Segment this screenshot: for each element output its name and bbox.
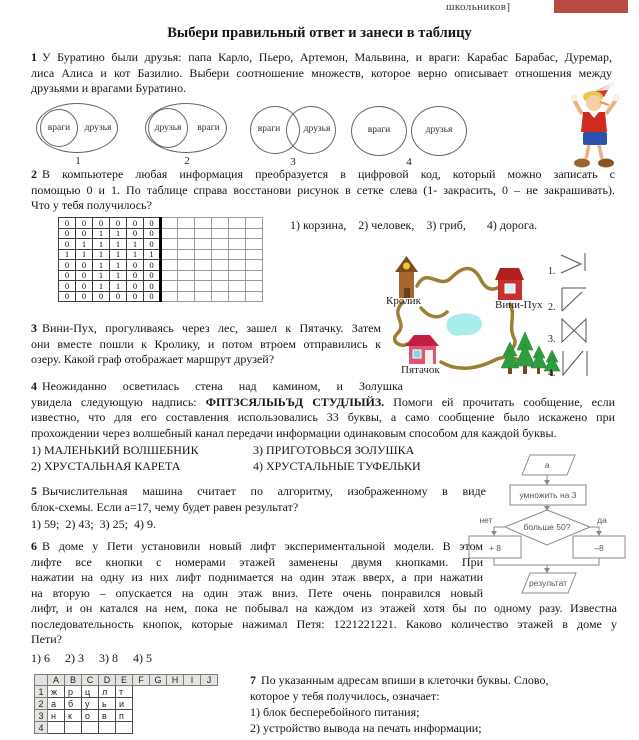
code-grid-cell: 0 xyxy=(76,218,93,229)
drawing-grid-cell xyxy=(161,260,178,271)
q6-line-2: лифте все кнопки с номерами этажей заменены двумя кнопками. При xyxy=(31,554,483,569)
drawing-grid-cell xyxy=(195,218,212,229)
drawing-grid-cell xyxy=(161,249,178,260)
graph-option-4-number: 4. xyxy=(548,368,556,379)
drawing-grid-cell xyxy=(195,270,212,281)
q4-option-4: 4) ХРУСТАЛЬНЫЕ ТУФЕЛЬКИ xyxy=(253,458,421,473)
drawing-grid-cell xyxy=(246,260,263,271)
drawing-grid-cell xyxy=(178,239,195,250)
drawing-grid-cell xyxy=(246,228,263,239)
map-label-rabbit: Кролик xyxy=(386,295,421,307)
graph-option-2 xyxy=(548,285,589,313)
spreadsheet-cell: т xyxy=(116,686,133,698)
drawing-grid-cell xyxy=(229,228,246,239)
flowchart-condition: больше 50? xyxy=(523,522,571,532)
graph-option-4 xyxy=(548,349,589,379)
code-grid-cell: 0 xyxy=(59,281,76,292)
question-6-number: 6 xyxy=(31,539,37,553)
q5-line-2: блок-схемы. Если а=17, чему будет равен результат? xyxy=(31,499,299,514)
venn2-outer-label: враги xyxy=(197,123,220,133)
drawing-grid-cell xyxy=(212,218,229,229)
q3-line-1: Вини-Пух, прогуливаясь через лес, зашел к Пятачку. Затем xyxy=(42,321,381,335)
q7-line-1: По указанным адресам впиши в клеточки буквы. Слово, xyxy=(261,673,549,687)
code-grid-cell: 1 xyxy=(93,228,110,239)
graph-option-1-number: 1. xyxy=(548,266,556,277)
spreadsheet-row-number: 4 xyxy=(35,722,48,734)
spreadsheet-row-number: 1 xyxy=(35,686,48,698)
question-2-options: 1) корзина, 2) человек, 3) гриб, 4) дорога. xyxy=(290,218,538,232)
binary-code-grid xyxy=(58,217,263,302)
drawing-grid-cell xyxy=(195,291,212,302)
drawing-grid-cell xyxy=(195,228,212,239)
drawing-grid-cell xyxy=(178,291,195,302)
spreadsheet-column-header xyxy=(35,675,48,686)
question-6-text xyxy=(31,539,617,648)
spreadsheet-row xyxy=(35,698,218,710)
code-grid-cell: 0 xyxy=(59,218,76,229)
flowchart-yes-action: –8 xyxy=(594,543,604,553)
venn-diagram-4 xyxy=(351,104,467,170)
q6-line-7: Пети? xyxy=(31,632,62,646)
q6-line-6: последовательность кнопок, которые нажимал Петя: 1221221221. Каково количество этажей в доме у xyxy=(31,616,617,631)
venn1-outer-label: друзья xyxy=(84,123,112,133)
question-7-number: 7 xyxy=(250,673,256,687)
spreadsheet-column-header: A xyxy=(48,675,65,686)
spreadsheet-row xyxy=(35,722,218,734)
code-grid-cell: 0 xyxy=(110,218,127,229)
code-grid-cell: 1 xyxy=(76,239,93,250)
venn1-number: 1 xyxy=(75,155,81,167)
spreadsheet-column-header: E xyxy=(116,675,133,686)
winnie-house xyxy=(495,268,524,300)
spreadsheet-cell: о xyxy=(82,710,99,722)
question-5-options: 1) 59; 2) 43; 3) 25; 4) 9. xyxy=(31,517,156,531)
drawing-grid-cell xyxy=(195,239,212,250)
q3-line-3: озеру. Какой граф отображает маршрут друзей? xyxy=(31,352,275,366)
code-grid-cell: 1 xyxy=(93,249,110,260)
drawing-grid-cell xyxy=(161,228,178,239)
spreadsheet-column-header: B xyxy=(65,675,82,686)
drawing-grid-cell xyxy=(161,270,178,281)
graph-option-3-number: 3. xyxy=(548,334,556,345)
buratino-illustration xyxy=(566,80,624,170)
code-grid-cell: 0 xyxy=(76,281,93,292)
question-7-text xyxy=(250,672,632,736)
drawing-grid-cell xyxy=(246,270,263,281)
graph-option-2-figure xyxy=(559,285,589,313)
spreadsheet-cell xyxy=(99,722,116,734)
spreadsheet-cell xyxy=(65,722,82,734)
q4-line-3: известно, что для его составления использовались 33 буквы, а само сообщение было искажено при xyxy=(31,410,615,424)
q7-option-2: 2) устройство вывода на печать информации; xyxy=(250,721,482,735)
map-label-piglet: Пятачок xyxy=(401,364,440,376)
code-grid-cell: 0 xyxy=(59,239,76,250)
q1-line-2: лиса Алиса и кот Базилио. Выбери соотношение множеств, которое верно описывает отношения между xyxy=(31,65,612,80)
q4-line-2-pre: увидела следующую надпись: xyxy=(31,394,206,409)
code-grid-cell: 0 xyxy=(127,260,144,271)
question-4-text xyxy=(31,379,615,441)
spreadsheet-column-header: I xyxy=(184,675,201,686)
code-grid-cell: 0 xyxy=(144,260,161,271)
code-grid-cell: 0 xyxy=(144,270,161,281)
spreadsheet-column-header: C xyxy=(82,675,99,686)
code-grid-cell: 1 xyxy=(127,249,144,260)
code-grid-cell: 1 xyxy=(110,281,127,292)
drawing-grid-cell xyxy=(246,281,263,292)
q4-line-4: прохождении через волшебный канал передачи информации одинаковым способом для каждой буквы. xyxy=(31,425,557,440)
drawing-grid-cell xyxy=(195,260,212,271)
drawing-grid-cell xyxy=(178,218,195,229)
q6-line-3: нажатии на одну из них лифт поднимается на один этаж вверх, а при нажатии xyxy=(31,570,483,584)
spreadsheet-cell: ь xyxy=(99,698,116,710)
rabbit-house xyxy=(395,256,418,298)
q7-option-1: 1) блок бесперебойного питания; xyxy=(250,705,420,719)
code-grid-cell: 0 xyxy=(93,291,110,302)
flowchart-step: умножить на 3 xyxy=(519,490,577,500)
spreadsheet-column-header: J xyxy=(201,675,218,686)
q5-line-1: Вычислительная машина считает по алгоритму, изображенному в виде xyxy=(42,484,486,498)
drawing-grid-cell xyxy=(212,291,229,302)
flowchart-yes-label: да xyxy=(597,515,607,525)
graph-option-3 xyxy=(548,317,589,345)
question-5-text xyxy=(31,484,486,515)
q2-line-2: помощью 0 и 1. По таблице справа восстанови рисунок в сетке слева (1- закрасить, 0 – не закрашивать). xyxy=(31,182,615,197)
q4-cipher-text: ФПТЗСЯЛЫЬЪД СТУДЛЫЙЗ. xyxy=(205,394,385,409)
spreadsheet-column-header: F xyxy=(133,675,150,686)
spreadsheet-column-header: D xyxy=(99,675,116,686)
drawing-grid-cell xyxy=(229,260,246,271)
venn4-number: 4 xyxy=(406,156,412,168)
question-4-options xyxy=(31,443,421,474)
q6-line-5: лифт, и он катался на нем, пока не побывал на каждом из этажей хотя бы по одному разу. Известна xyxy=(31,601,617,615)
code-grid-cell: 1 xyxy=(93,270,110,281)
code-grid-cell: 1 xyxy=(127,239,144,250)
drawing-grid-cell xyxy=(195,249,212,260)
q2-line-1: В компьютере любая информация преобразуется в цифровой код, который можно записать с xyxy=(42,167,615,181)
spreadsheet-cell: л xyxy=(99,686,116,698)
spreadsheet-cell xyxy=(116,722,133,734)
spreadsheet-body xyxy=(35,686,218,734)
q4-line-2-post: Помоги ей прочитать сообщение, если xyxy=(384,394,616,409)
spreadsheet-cell: и xyxy=(116,698,133,710)
code-grid-cell: 1 xyxy=(93,239,110,250)
piglet-house xyxy=(405,335,439,364)
spreadsheet-cell: а xyxy=(48,698,65,710)
code-grid-cell: 0 xyxy=(110,291,127,302)
venn1-inner-label: враги xyxy=(47,123,71,133)
code-grid-cell: 0 xyxy=(59,228,76,239)
drawing-grid-cell xyxy=(229,239,246,250)
drawing-grid-cell xyxy=(229,249,246,260)
question-2-text xyxy=(31,167,615,214)
spreadsheet-cell: п xyxy=(116,710,133,722)
drawing-grid-cell xyxy=(229,218,246,229)
code-grid-cell: 0 xyxy=(59,260,76,271)
letter-spreadsheet xyxy=(34,674,218,734)
spreadsheet-row-number: 3 xyxy=(35,710,48,722)
flowchart-input: а xyxy=(544,460,550,470)
code-grid-cell: 1 xyxy=(110,249,127,260)
drawing-grid-cell xyxy=(246,249,263,260)
code-grid-cell: 1 xyxy=(144,249,161,260)
code-grid-cell: 0 xyxy=(144,291,161,302)
drawing-grid-cell xyxy=(178,249,195,260)
drawing-grid-cell xyxy=(212,239,229,250)
code-grid-cell: 0 xyxy=(144,218,161,229)
code-grid-cell: 0 xyxy=(93,218,110,229)
spreadsheet-row xyxy=(35,710,218,722)
flowchart-no-action: + 8 xyxy=(488,543,502,553)
code-grid-cell: 1 xyxy=(59,249,76,260)
drawing-grid-cell xyxy=(229,281,246,292)
code-grid-cell: 1 xyxy=(110,260,127,271)
map-label-winnie: Вини-Пух xyxy=(495,299,543,311)
code-grid-cell: 1 xyxy=(110,239,127,250)
spreadsheet-cell: к xyxy=(65,710,82,722)
spreadsheet-column-header: H xyxy=(167,675,184,686)
question-2-number: 2 xyxy=(31,167,37,181)
code-grid-cell: 1 xyxy=(93,281,110,292)
lake xyxy=(447,313,482,335)
drawing-grid-cell xyxy=(161,291,178,302)
question-5-number: 5 xyxy=(31,484,37,498)
q6-line-1: В доме у Пети установили новый лифт экспериментальной модели. В этом xyxy=(42,539,483,553)
spreadsheet-cell: ж xyxy=(48,686,65,698)
drawing-grid-cell xyxy=(195,281,212,292)
graph-option-1-figure xyxy=(559,251,589,277)
drawing-grid-cell xyxy=(212,270,229,281)
code-grid-cell: 0 xyxy=(127,228,144,239)
flowchart-output: результат xyxy=(528,578,568,588)
code-grid-cell: 0 xyxy=(59,291,76,302)
graph-option-3-figure xyxy=(559,317,589,345)
spreadsheet-column-header: G xyxy=(150,675,167,686)
spreadsheet-cell: б xyxy=(65,698,82,710)
question-6-options: 1) 6 2) 3 3) 8 4) 5 xyxy=(31,651,152,665)
code-grid-cell: 0 xyxy=(76,260,93,271)
q2-line-3: Что у тебя получилось? xyxy=(31,198,152,212)
drawing-grid-cell xyxy=(212,260,229,271)
venn3-left-label: враги xyxy=(257,124,281,134)
header-redaction-box xyxy=(554,0,628,13)
drawing-grid-cell xyxy=(212,228,229,239)
code-grid-cell: 0 xyxy=(59,270,76,281)
code-grid-cell: 0 xyxy=(76,291,93,302)
code-grid-cell: 1 xyxy=(76,249,93,260)
code-grid-cell: 1 xyxy=(93,260,110,271)
code-grid-cell: 1 xyxy=(110,270,127,281)
spreadsheet-cell xyxy=(82,722,99,734)
drawing-grid-cell xyxy=(246,218,263,229)
code-grid-cell: 0 xyxy=(127,270,144,281)
spreadsheet-cell: р xyxy=(65,686,82,698)
venn-diagram-3 xyxy=(250,104,336,170)
venn-diagram-2 xyxy=(145,103,229,169)
code-grid-cell: 0 xyxy=(144,239,161,250)
spreadsheet-row-number: 2 xyxy=(35,698,48,710)
flowchart-no-label: нет xyxy=(479,515,493,525)
spreadsheet-header-row xyxy=(35,675,218,686)
code-grid-cell: 0 xyxy=(144,281,161,292)
spreadsheet-row xyxy=(35,686,218,698)
spreadsheet-cell: у xyxy=(82,698,99,710)
spreadsheet-cell: н xyxy=(48,710,65,722)
question-1-text xyxy=(31,50,612,97)
q1-line-1: У Буратино были друзья: папа Карло, Пьеро, Артемон, Мальвина, и враги: Карабас Барабас, Дуремар, xyxy=(42,50,612,64)
drawing-grid-cell xyxy=(161,281,178,292)
code-grid-cell: 0 xyxy=(127,291,144,302)
drawing-grid-cell xyxy=(161,218,178,229)
q6-line-4: на вторую – опускается на один этаж вниз. Пете очень понравился новый xyxy=(31,585,483,600)
venn3-right-label: друзья xyxy=(303,124,331,134)
drawing-grid-cell xyxy=(229,291,246,302)
q1-line-3: друзьями и врагами Буратино. xyxy=(31,81,187,95)
venn3-number: 3 xyxy=(290,156,296,168)
venn4-right-label: друзья xyxy=(425,125,453,135)
code-grid-cell: 1 xyxy=(110,228,127,239)
q4-option-1: 1) МАЛЕНЬКИЙ ВОЛШЕБНИК xyxy=(31,443,199,457)
q3-line-2: они вместе пошли к Кролику, и потом втроем отправились к xyxy=(31,336,381,351)
venn-diagram-1 xyxy=(36,103,120,169)
drawing-grid-cell xyxy=(229,270,246,281)
question-1-number: 1 xyxy=(31,50,37,64)
graph-option-1 xyxy=(548,251,589,277)
q4-line-1: Неожиданно осветилась стена над камином, и Золушка xyxy=(42,379,403,393)
drawing-grid-cell xyxy=(178,260,195,271)
venn2-number: 2 xyxy=(184,155,190,167)
code-grid-cell: 0 xyxy=(127,218,144,229)
q4-option-2: 2) ХРУСТАЛЬНАЯ КАРЕТА xyxy=(31,458,181,473)
page-title: Выбери правильный ответ и занеси в таблицу xyxy=(167,25,472,41)
spreadsheet-cell: ц xyxy=(82,686,99,698)
drawing-grid-cell xyxy=(161,239,178,250)
drawing-grid-cell xyxy=(246,291,263,302)
question-4-number: 4 xyxy=(31,379,37,393)
drawing-grid-cell xyxy=(246,239,263,250)
code-grid-cell: 0 xyxy=(76,228,93,239)
drawing-grid-cell xyxy=(178,281,195,292)
drawing-grid-cell xyxy=(212,281,229,292)
drawing-grid-cell xyxy=(178,228,195,239)
spreadsheet-cell xyxy=(48,722,65,734)
q7-line-2: которое у тебя получилось, означает: xyxy=(250,689,440,703)
question-3-number: 3 xyxy=(31,321,37,335)
code-grid-cell: 0 xyxy=(76,270,93,281)
code-grid-cell: 0 xyxy=(127,281,144,292)
venn4-left-label: враги xyxy=(367,125,391,135)
venn2-inner-label: друзья xyxy=(154,123,182,133)
spreadsheet-cell: в xyxy=(99,710,116,722)
question-3-text xyxy=(31,321,381,368)
q4-option-3: 3) ПРИГОТОВЬСЯ ЗОЛУШКА xyxy=(253,443,415,457)
drawing-grid-cell xyxy=(212,249,229,260)
header-text-fragment: школьников] xyxy=(446,1,511,13)
graph-option-2-number: 2. xyxy=(548,302,556,313)
graph-option-4-figure xyxy=(559,349,589,379)
drawing-grid-cell xyxy=(178,270,195,281)
code-grid-cell: 0 xyxy=(144,228,161,239)
